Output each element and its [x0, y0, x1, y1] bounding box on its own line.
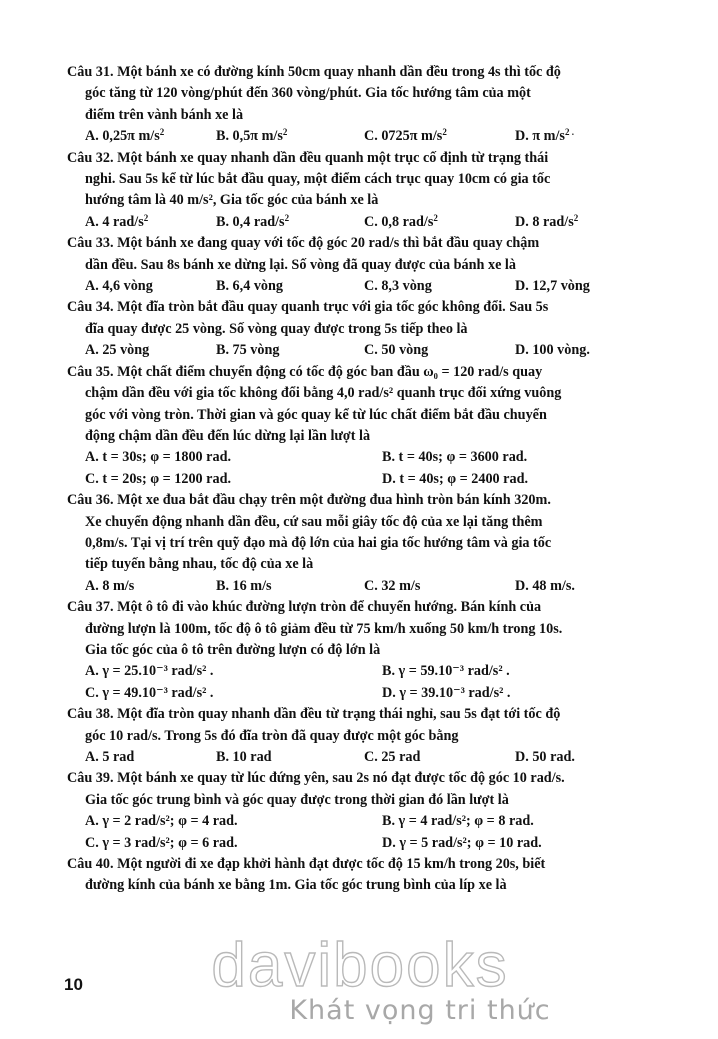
answer-options: [67, 576, 679, 597]
option-d: D. γ = 39.10⁻³ rad/s² .: [382, 684, 511, 701]
question-31: [67, 62, 679, 148]
question-text: góc tăng từ 120 vòng/phút đến 360 vòng/phút. Gia tốc hướng tâm của một: [85, 85, 531, 102]
option-b: B. γ = 59.10⁻³ rad/s² .: [382, 663, 510, 680]
option-d: D. 12,7 vòng: [515, 278, 590, 295]
answer-options: [67, 747, 679, 768]
question-text: Xe chuyển động nhanh dần đều, cứ sau mỗi giây tốc độ của xe lại tăng thêm: [85, 513, 543, 530]
option-a: A. 8 m/s: [85, 577, 135, 594]
question-text: hướng tâm là 40 m/s², Gia tốc góc của bánh xe là: [85, 192, 379, 209]
option-d: D. 8 rad/$s^2$: [515, 212, 579, 230]
question-text: đường lượn là 100m, tốc độ ô tô giảm đều từ 75 km/h xuống 50 km/h trong 10s.: [85, 620, 563, 637]
option-a: A. 4,6 vòng: [85, 278, 153, 295]
question-text: điểm trên vành bánh xe là: [85, 106, 244, 123]
answer-options: [67, 126, 679, 147]
option-c: C. 32 m/s: [364, 577, 421, 594]
answer-options: [67, 661, 679, 704]
question-label: Câu 32.: [67, 149, 114, 166]
option-a: A. 5 rad: [85, 749, 135, 765]
option-b: B. 16 m/s: [216, 577, 272, 594]
option-c: C. 0725π $m/s^2$: [364, 127, 447, 145]
question-text: góc 10 rad/s. Trong 5s đó đĩa tròn đã quay được một góc bằng: [85, 727, 459, 744]
question-text: chậm dần đều với gia tốc không đổi bằng 4,0 rad/s² quanh trục đối xứng vuông: [85, 385, 562, 402]
question-text: Gia tốc góc trung bình và góc quay được trong thời gian đó lần lượt là: [85, 791, 509, 808]
question-text: đường kính của bánh xe bằng 1m. Gia tốc góc trung bình của líp xe là: [85, 877, 507, 894]
answer-options: [67, 811, 679, 854]
question-text: Một đĩa tròn quay nhanh dần đều từ trạng thái nghỉ, sau 5s đạt tới tốc độ: [117, 706, 561, 723]
option-b: B. 0,4 rad/$s^2$: [216, 212, 290, 230]
question-label: Câu 33.: [67, 235, 114, 252]
option-d: D. t = 40s; φ = 2400 rad.: [382, 470, 529, 487]
question-label: Câu 35.: [67, 363, 114, 380]
question-text: góc với vòng tròn. Thời gian và góc quay kể từ lúc chất điểm bắt đầu chuyển: [85, 406, 547, 423]
question-text: Một người đi xe đạp khởi hành đạt được tốc độ 15 km/h trong 20s, biết: [117, 856, 546, 873]
question-text: Gia tốc góc của ô tô trên đường lượn có độ lớn là: [85, 641, 381, 658]
option-a: A. γ = 2 rad/s²; φ = 4 rad.: [85, 813, 238, 830]
option-c: C. 8,3 vòng: [364, 278, 432, 295]
watermark-slogan: Khát vọng tri thức: [289, 995, 551, 1026]
option-d: D. 100 vòng.: [515, 342, 590, 359]
question-text: Một xe đua bắt đầu chạy trên một đường đua hình tròn bán kính 320m.: [117, 492, 551, 509]
option-c: C. 50 vòng: [364, 342, 429, 359]
option-b: B. γ = 4 rad/s²; φ = 8 rad.: [382, 813, 534, 830]
question-38: [67, 704, 679, 768]
question-label: Câu 31.: [67, 64, 114, 80]
question-text: Một bánh xe đang quay với tốc độ góc 20 rad/s thì bắt đầu quay chậm: [117, 235, 540, 252]
option-a: A. t = 30s; φ = 1800 rad.: [85, 449, 232, 466]
question-35: [67, 362, 679, 490]
option-c: C. t = 20s; φ = 1200 rad.: [85, 470, 232, 487]
option-c: C. 25 rad: [364, 749, 421, 765]
option-b: B. t = 40s; φ = 3600 rad.: [382, 449, 528, 466]
question-label: Câu 37.: [67, 599, 114, 616]
question-label: Câu 36.: [67, 492, 114, 509]
question-text: Một chất điểm chuyển động có tốc độ góc ban đầu ω₀ = 120 rad/s quay: [117, 363, 543, 380]
option-d: D. 50 rad.: [515, 749, 575, 765]
answer-options: [67, 276, 679, 297]
watermark-logo: davibooks: [211, 931, 509, 1000]
question-text: dần đều. Sau 8s bánh xe dừng lại. Số vòng đã quay được của bánh xe là: [85, 256, 516, 273]
question-list: [67, 62, 679, 897]
option-d: D. π $m/s^{2 .}$: [515, 127, 574, 145]
question-39: [67, 768, 679, 854]
option-a: A. 25 vòng: [85, 342, 150, 359]
question-text: Một đĩa tròn bắt đầu quay quanh trục với gia tốc góc không đổi. Sau 5s: [117, 299, 549, 316]
question-34: [67, 297, 679, 361]
option-a: A. 4 rad/$s^2$: [85, 212, 149, 230]
question-text: đĩa quay được 25 vòng. Số vòng quay được trong 5s tiếp theo là: [85, 320, 468, 337]
answer-options: [67, 212, 679, 233]
option-d: D. γ = 5 rad/s²; φ = 10 rad.: [382, 834, 542, 851]
question-40: [67, 854, 679, 897]
question-text: nghi. Sau 5s kể từ lúc bắt đầu quay, một điểm cách trục quay 10cm có gia tốc: [85, 171, 551, 188]
question-text: 0,8m/s. Tại vị trí trên quỹ đạo mà độ lớn của hai gia tốc hướng tâm và gia tốc: [85, 534, 552, 551]
question-label: Câu 34.: [67, 299, 114, 316]
question-36: [67, 490, 679, 597]
question-label: Câu 38.: [67, 706, 114, 723]
answer-options: [67, 340, 679, 361]
option-c: C. γ = 49.10⁻³ rad/s² .: [85, 684, 214, 701]
question-text: động chậm dần đều đến lúc dừng lại lần lượt là: [85, 427, 371, 444]
question-33: [67, 233, 679, 297]
option-a: A. γ = 25.10⁻³ rad/s² .: [85, 663, 214, 680]
option-b: B. 6,4 vòng: [216, 278, 284, 295]
question-text: Một bánh xe có đường kính 50cm quay nhanh dần đều trong 4s thì tốc độ: [117, 64, 561, 80]
option-c: C. 0,8 rad/$s^2$: [364, 212, 438, 230]
question-37: [67, 597, 679, 704]
question-text: Một bánh xe quay nhanh dần đều quanh một trục cố định từ trạng thái: [117, 149, 549, 166]
question-label: Câu 39.: [67, 770, 114, 787]
option-b: B. 0,5π $m/s^2$: [216, 127, 288, 145]
option-c: C. γ = 3 rad/s²; φ = 6 rad.: [85, 834, 238, 851]
question-32: [67, 148, 679, 234]
question-text: Một ô tô đi vào khúc đường lượn tròn để chuyển hướng. Bán kính của: [117, 599, 542, 616]
question-text: Một bánh xe quay từ lúc đứng yên, sau 2s nó đạt được tốc độ góc 10 rad/s.: [117, 770, 565, 787]
option-b: B. 10 rad: [216, 749, 272, 765]
page-number: 10: [64, 975, 83, 994]
option-b: B. 75 vòng: [216, 342, 280, 359]
question-text: tiếp tuyến bằng nhau, tốc độ của xe là: [85, 556, 314, 573]
question-label: Câu 40.: [67, 856, 114, 873]
answer-options: [67, 447, 679, 490]
option-a: A. 0,25π $m/s^2$: [85, 127, 165, 145]
option-d: D. 48 m/s.: [515, 577, 575, 594]
